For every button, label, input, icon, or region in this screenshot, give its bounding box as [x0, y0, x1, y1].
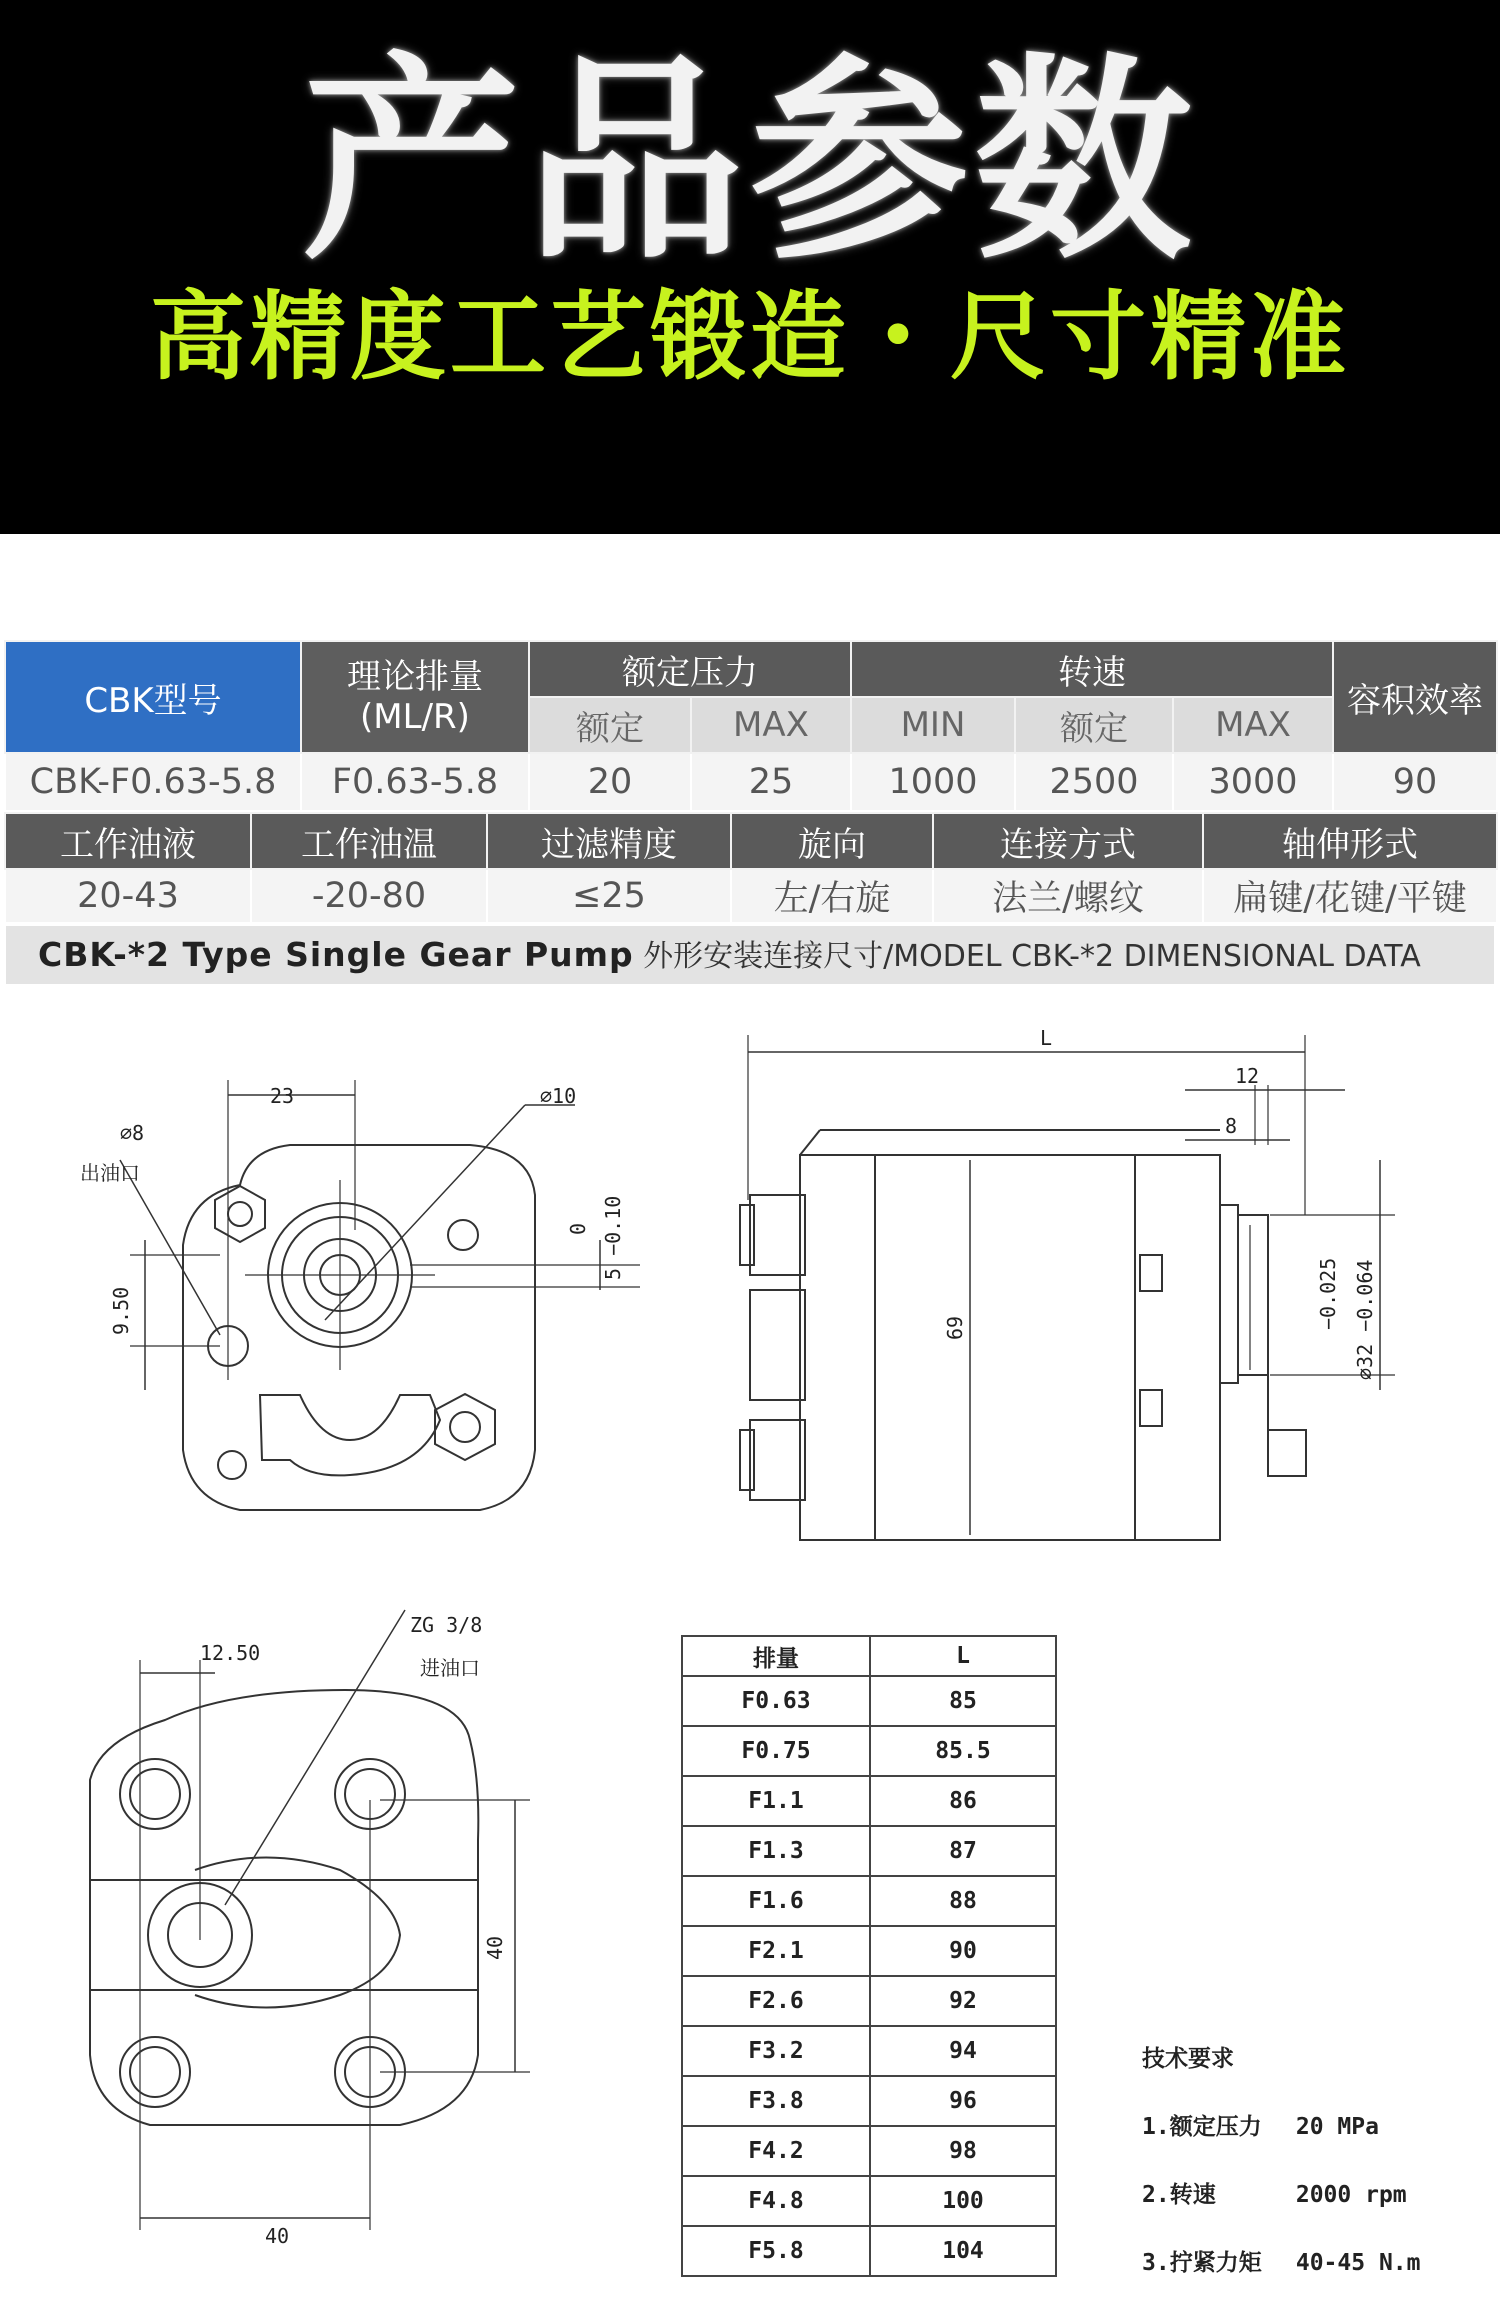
length-cell: 87	[870, 1826, 1056, 1876]
displacement-cell: F1.3	[682, 1826, 870, 1876]
page-subtitle: 高精度工艺锻造・尺寸精准	[150, 281, 1350, 393]
requirement-label: 3.拧紧力矩	[1142, 2250, 1262, 2276]
length-cell: 104	[870, 2226, 1056, 2276]
front-view-drawing	[120, 1080, 640, 1510]
speed-max-cell: 3000	[1173, 753, 1333, 811]
temp-header: 工作油温	[251, 813, 487, 869]
model-title-en: CBK-*2 Type Single Gear Pump	[38, 935, 634, 974]
dim-L-label: L	[1040, 1026, 1053, 1050]
model-header: CBK型号	[5, 641, 301, 753]
rotation-cell: 左/右旋	[731, 869, 933, 923]
requirement-label: 2.转速	[1142, 2182, 1216, 2208]
page-title: 产品参数	[302, 36, 1198, 289]
requirement-label: 1.额定压力	[1142, 2114, 1262, 2140]
requirement-value: 40-45 N.m	[1295, 2250, 1421, 2276]
model-title-cn: 外形安装连接尺寸/MODEL CBK-*2 DIMENSIONAL DATA	[633, 939, 1421, 974]
displacement-cell: F2.6	[682, 1976, 870, 2026]
inlet-label: 进油口	[420, 1656, 480, 1680]
speed-min-header: MIN	[851, 697, 1015, 753]
side-view-drawing	[740, 1035, 1395, 1540]
shaft-tol2-label: ⌀32 −0.064	[1353, 1259, 1377, 1380]
temp-cell: -20-80	[251, 869, 487, 923]
speed-min-cell: 1000	[851, 753, 1015, 811]
length-cell: 88	[870, 1876, 1056, 1926]
dim-40h-label: 40	[265, 2224, 290, 2248]
efficiency-cell: 90	[1333, 753, 1497, 811]
length-table-header-displacement: 排量	[682, 1636, 870, 1676]
tol-5-label: 5 −0.10	[601, 1195, 625, 1280]
rotation-header: 旋向	[731, 813, 933, 869]
filter-cell: ≤25	[487, 869, 731, 923]
length-cell: 96	[870, 2076, 1056, 2126]
table-row	[682, 1776, 1056, 1826]
model-cell: CBK-F0.63-5.8	[5, 753, 301, 811]
requirement-item	[1142, 2176, 1420, 2244]
rear-view-drawing	[90, 1610, 530, 2230]
length-cell: 90	[870, 1926, 1056, 1976]
table-row	[682, 1876, 1056, 1926]
displacement-cell: F0.63-5.8	[301, 753, 529, 811]
pressure-max-cell: 25	[691, 753, 851, 811]
length-table-header-L: L	[870, 1636, 1056, 1676]
table-row	[682, 2176, 1056, 2226]
table-row	[682, 2026, 1056, 2076]
filter-header: 过滤精度	[487, 813, 731, 869]
shaft-tol-label: −0.025	[1316, 1257, 1340, 1330]
requirement-value: 2000 rpm	[1295, 2182, 1407, 2208]
shaft-header: 轴伸形式	[1203, 813, 1497, 869]
table-row	[682, 2126, 1056, 2176]
length-cell: 92	[870, 1976, 1056, 2026]
displacement-cell: F4.2	[682, 2126, 870, 2176]
displacement-cell: F3.8	[682, 2076, 870, 2126]
table-row	[682, 2076, 1056, 2126]
speed-header: 转速	[851, 641, 1333, 697]
dim-8-label: 8	[1225, 1114, 1238, 1138]
dim-d10-label: ⌀10	[540, 1084, 577, 1108]
pressure-header: 额定压力	[529, 641, 851, 697]
displacement-cell: F5.8	[682, 2226, 870, 2276]
speed-rated-header: 额定	[1015, 697, 1173, 753]
requirement-item	[1142, 2244, 1420, 2312]
connection-cell: 法兰/螺纹	[933, 869, 1203, 923]
pressure-max-header: MAX	[691, 697, 851, 753]
table-row	[682, 1976, 1056, 2026]
length-cell: 85	[870, 1676, 1056, 1726]
shaft-cell: 扁键/花键/平键	[1203, 869, 1497, 923]
fluid-header: 工作油液	[5, 813, 251, 869]
speed-rated-cell: 2500	[1015, 753, 1173, 811]
length-table	[681, 1635, 1057, 2277]
length-cell: 94	[870, 2026, 1056, 2076]
table-row	[682, 1826, 1056, 1876]
dim-69-label: 69	[943, 1315, 967, 1340]
zg-label: ZG 3/8	[410, 1613, 483, 1637]
displacement-cell: F0.63	[682, 1676, 870, 1726]
technical-requirements	[1142, 2040, 1420, 2312]
pressure-rated-cell: 20	[529, 753, 691, 811]
requirement-value: 20 MPa	[1295, 2114, 1379, 2140]
displacement-cell: F1.6	[682, 1876, 870, 1926]
displacement-cell: F2.1	[682, 1926, 870, 1976]
outlet-label: 出油口	[80, 1161, 140, 1185]
displacement-cell: F0.75	[682, 1726, 870, 1776]
requirement-item	[1142, 2108, 1420, 2176]
displacement-header-line2: (ML/R)	[360, 697, 470, 737]
fluid-cell: 20-43	[5, 869, 251, 923]
length-cell: 86	[870, 1776, 1056, 1826]
pressure-rated-header: 额定	[529, 697, 691, 753]
requirements-title: 技术要求	[1142, 2046, 1234, 2072]
displacement-cell: F1.1	[682, 1776, 870, 1826]
dim-12-label: 12	[1235, 1064, 1260, 1088]
displacement-cell: F3.2	[682, 2026, 870, 2076]
dim-40v-label: 40	[483, 1935, 507, 1960]
length-cell: 98	[870, 2126, 1056, 2176]
dim-1250-label: 12.50	[200, 1641, 261, 1665]
table-row	[682, 1726, 1056, 1776]
efficiency-header: 容积效率	[1333, 641, 1497, 753]
dim-23-label: 23	[270, 1084, 295, 1108]
connection-header: 连接方式	[933, 813, 1203, 869]
length-cell: 85.5	[870, 1726, 1056, 1776]
dim-950-label: 9.50	[109, 1286, 133, 1335]
displacement-cell: F4.8	[682, 2176, 870, 2226]
speed-max-header: MAX	[1173, 697, 1333, 753]
table-row	[682, 1676, 1056, 1726]
tol-0-label: 0	[566, 1222, 590, 1235]
displacement-header-line1: 理论排量	[347, 657, 483, 697]
table-row	[682, 1926, 1056, 1976]
length-cell: 100	[870, 2176, 1056, 2226]
dim-d8-label: ⌀8	[120, 1121, 145, 1145]
table-row	[682, 2226, 1056, 2276]
